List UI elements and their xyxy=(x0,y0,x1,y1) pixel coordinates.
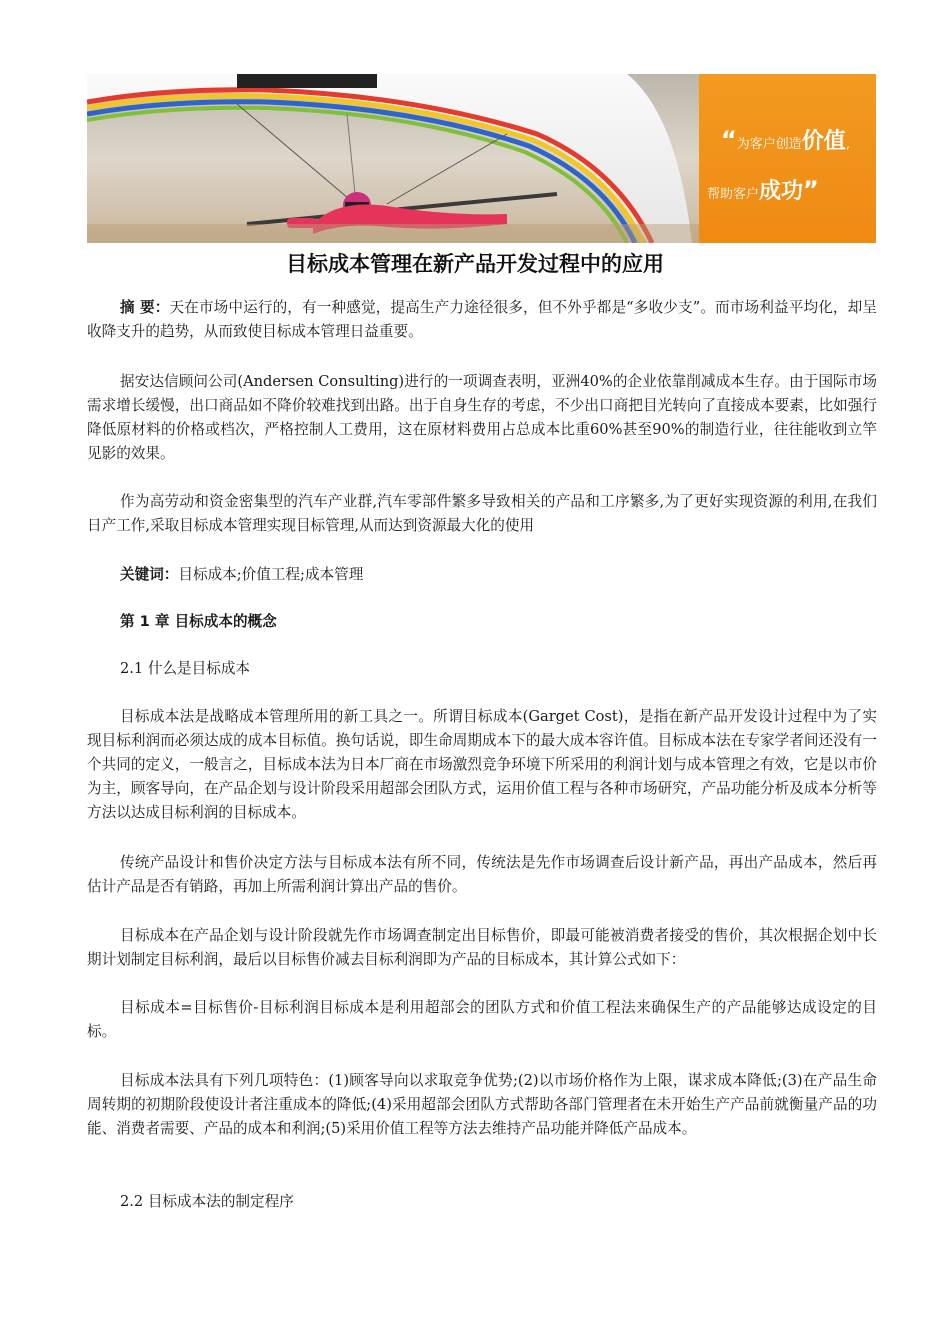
keywords-text: 目标成本;价值工程;成本管理 xyxy=(178,566,364,583)
hang-glider-photo xyxy=(87,74,699,243)
paragraph-6: 目标成本=目标售价-目标利润目标成本是利用超部会的团队方式和价值工程法来确保生产的产品能够达成设定的目标。 xyxy=(87,999,877,1040)
slogan-line-2-small: 帮助客户 xyxy=(707,187,760,202)
section-2-2-heading: 2.2 目标成本法的制定程序 xyxy=(120,1193,294,1210)
slogan-line-1: “为客户创造价值, xyxy=(721,126,850,154)
slogan-line-1-small: 为客户创造 xyxy=(736,137,802,152)
paragraph-5: 目标成本在产品企划与设计阶段就先作市场调查制定出目标售价，即最可能被消费者接受的售价，其次根据企划中长期计划制定目标利润，最后以目标售价减去目标利润即为产品的目标成本，其计算公式如下： xyxy=(87,927,877,968)
paragraph-4: 传统产品设计和售价决定方法与目标成本法有所不同，传统法是先作市场调查后设计新产品，再出产品成本，然后再估计产品是否有销路，再加上所需利润计算出产品的售价。 xyxy=(87,854,877,895)
keywords-label: 关键词： xyxy=(120,566,179,583)
paragraph-3: 目标成本法是战略成本管理所用的新工具之一。所谓目标成本(Garget Cost)，是指在新产品开发设计过程中为了实现目标利润而必须达成的成本目标值。换句话说，即生命周期成本下的最大成本容许值。目标成本法在专家学者间还没有一个共同的定义，一般言之，目标成本法为日本厂商在市场激烈竞争环境下所采用的利润计划与成本管理之有效，它是以市价为主，顾客导向，在产品企划与设计阶段采用超部会团队方式，运用价值工程与各种市场研究，产品功能分析及成本分析等方法以达成目标利润的目标成本。 xyxy=(87,708,877,821)
hang-glider-illustration xyxy=(87,74,699,243)
abstract-paragraph xyxy=(87,296,877,344)
paragraph-1: 据安达信顾问公司(Andersen Consulting)进行的一项调查表明，亚洲40%的企业依靠削减成本生存。由于国际市场需求增长缓慢，出口商品如不降价较难找到出路。出于自身生存的考虑，不少出口商把目光转向了直接成本要素，比如强行降低原材料的价格或档次，严格控制人工费用，这在原材料费用占总成本比重60%甚至90%的制造行业，往往能收到立竿见影的效果。 xyxy=(87,373,877,462)
slogan-line-2: 帮助客户成功” xyxy=(707,176,819,204)
slogan-panel xyxy=(699,74,876,243)
header-banner xyxy=(87,74,876,243)
paragraph-2: 作为高劳动和资金密集型的汽车产业群,汽车零部件繁多导致相关的产品和工序繁多,为了更好实现资源的利用,在我们日产工作,采取目标成本管理实现目标管理,从而达到资源最大化的使用 xyxy=(87,493,877,534)
section-2-1-heading: 2.1 什么是目标成本 xyxy=(120,660,251,677)
chapter-1-heading: 第 1 章 目标成本的概念 xyxy=(120,613,277,630)
slogan-line-1-big: 价值 xyxy=(801,129,846,154)
slogan-line-2-big: 成功 xyxy=(759,179,804,204)
paragraph-7: 目标成本法具有下列几项特色：(1)顾客导向以求取竞争优势;(2)以市场价格作为上限，谋求成本降低;(3)在产品生命周转期的初期阶段使设计者注重成本的降低;(4)采用超部会团队方式帮助各部门管理者在未开始生产产品前就衡量产品的功能、消费者需要、产品的成本和利润;(5)采用价值工程等方法去维持产品功能并降低产品成本。 xyxy=(87,1072,877,1137)
document-title: 目标成本管理在新产品开发过程中的应用 xyxy=(286,252,664,276)
abstract-text: 天在市场中运行的，有一种感觉，提高生产力途径很多，但不外乎都是“多收少支”。而市场利益平均化，却呈收降支升的趋势，从而致使目标成本管理日益重要。 xyxy=(87,299,877,340)
abstract-label: 摘 要： xyxy=(120,299,170,316)
keywords-paragraph xyxy=(87,563,877,587)
